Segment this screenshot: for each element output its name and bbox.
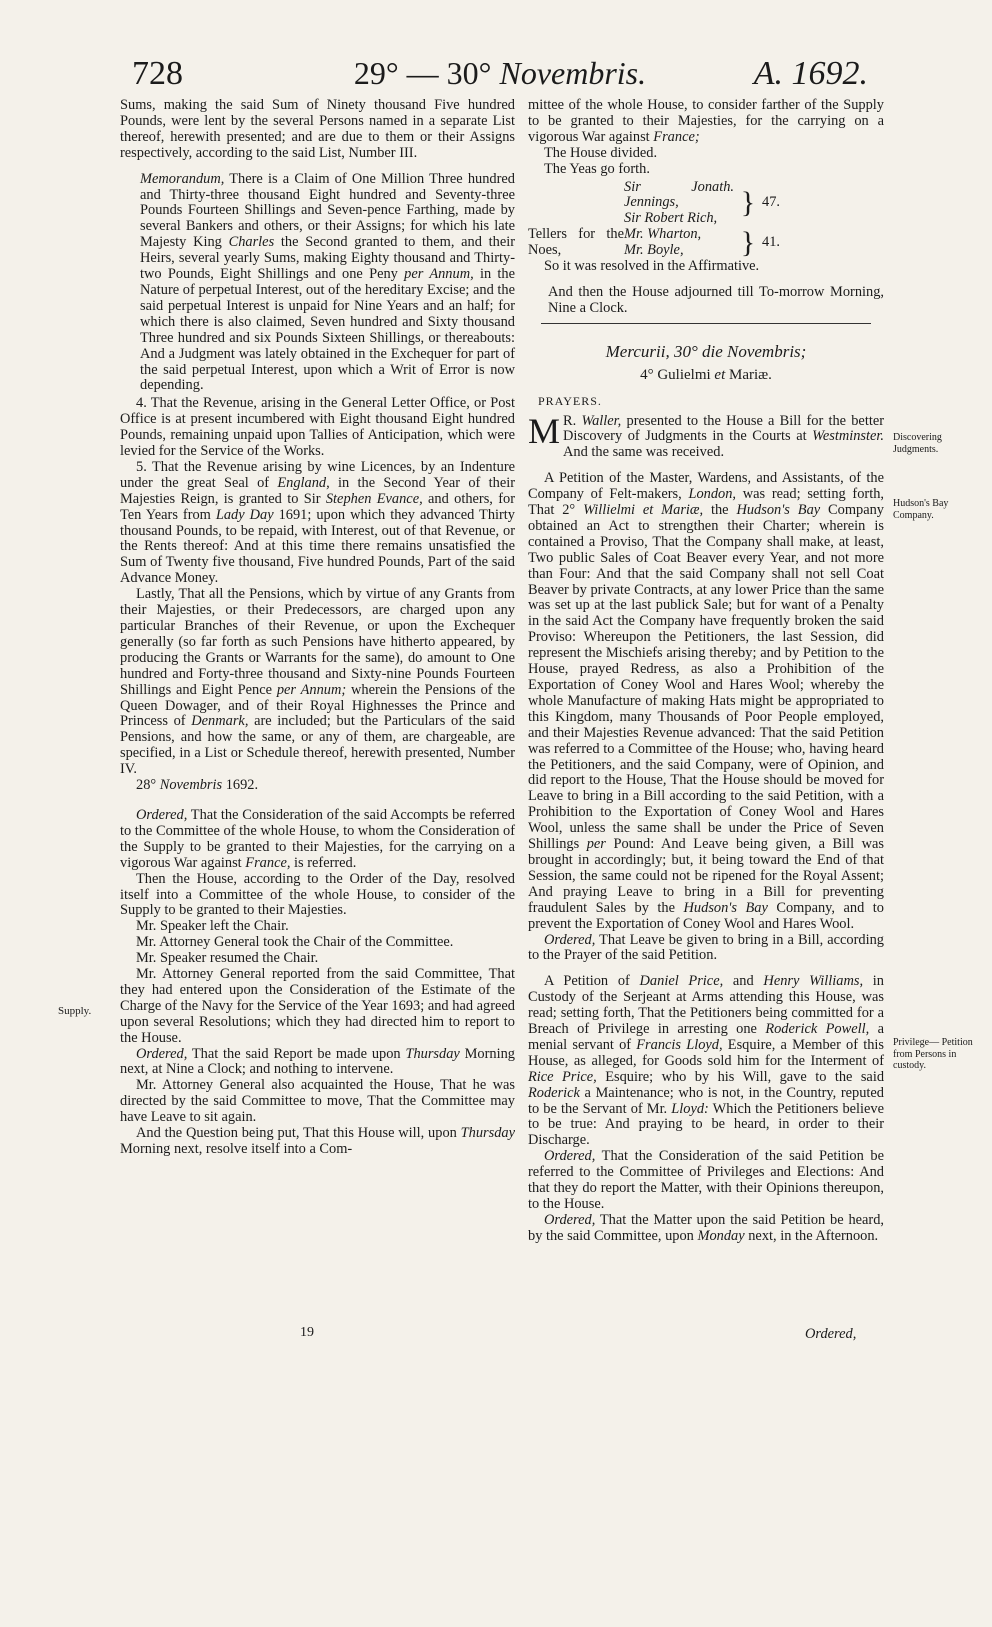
left-column [120, 98, 515, 1158]
order-accompts: Ordered, That the Consideration of the said Accompts be referred to the Committee of the whole House, to whom the Consideration of the Supply to be granted to their Majesties, for the carrying on a vigorous War against France, is referred. [120, 806, 515, 871]
paragraph-resumed: Mr. Speaker resumed the Chair. [136, 950, 319, 967]
right-column [528, 98, 884, 1245]
paragraph-committee: Then the House, according to the Order of the Day, resolved itself into a Committee of the whole House, to consider of the Supply to be granted to their Majesties. [120, 870, 515, 919]
paragraph-acquainted: Mr. Attorney General also acquainted the House, That he was directed by the said Committee to move, That the Committee may have Leave to sit again. [120, 1077, 515, 1126]
catchword: Ordered, [805, 1326, 857, 1342]
margin-note-hudsons-bay: Hudson's Bay Company. [893, 498, 949, 521]
paragraph-divided: The House divided. [544, 144, 658, 161]
tellers-noes [528, 227, 884, 259]
margin-note-supply: Supply. [58, 1005, 92, 1017]
brace: } [740, 226, 756, 260]
header-dates: 29° — 30° [353, 55, 492, 91]
tellers-yeas [528, 180, 884, 228]
teller-name: Mr. Wharton, [624, 226, 702, 243]
paragraph-sums: Sums, making the said Sum of Ninety thousand Five hundred Pounds, were lent by the several Persons named in a separate List thereof, herewith presented; and are due to them or their Assigns respectively, according to the said List, Number III. [120, 97, 515, 161]
section-rule [541, 323, 871, 324]
paragraph-post-office: 4. That the Revenue, arising in the General Letter Office, or Post Office is at present incumbered with Eight thousand Eight hundred Pounds, remaining unpaid upon Tallies of Anticipation, which were levied for the Service of the Works. [120, 395, 515, 460]
petition-felt-makers: A Petition of the Master, Wardens, and Assistants, of the Company of Felt-makers, London, was read; setting forth, That 2° Willielmi et Mariæ, the Hudson's Bay Company obtained an Act to strengthen their Charter; wherein is contained a Proviso, That the Company shall make, at least, Two public Sales of Coat Beaver every Year, and not more than Four: And that the said Company shall not sell Coat Beaver by private Contracts, at any lower Price than the same was set up at the last publick Sale; but for want of a Penalty in the said Act the Company have frequently broken the said Proviso: Whereupon the Petitioners, the last Session, did represent the Mischiefs arising thereby; and by Petition to the House, prayed Redress, as also a Prohibition of the Exportation of Coney Wool and Hares Wool; whereby the whole Manufacture of making Hats might be appropriated to this Kingdom, many Thousands of Poor People employed, and their Majesties Revenue advanced: That the said Petition was referred to a Committee of the House; who, having heard the Petitioners, and the said Company, were of Opinion, and did report to the House, That the House should be moved for Leave to bring in a Bill according to the said Petition, with a Prohibition to the Exportation of Coney Wool and Hares Wool, unless the same shall be under the Price of Seven Shillings per Pound: And Leave being given, a Bill was brought in accordingly; but, it being toward the End of that Session, the same could not be ripened for the Royal Assent; And praying Leave to bring in a Bill for preventing fraudulent Sales by the Hudson's Bay Company, and to prevent the Exportation of Coney Wool and Hares Wool. [528, 470, 884, 932]
paragraph-resolved: So it was resolved in the Affirmative. [544, 258, 760, 275]
teller-name: Sir Robert Rich, [624, 210, 718, 227]
paragraph-reported: Mr. Attorney General reported from the said Committee, That they had entered upon the Consideration of the Estimate of the Charge of the Navy for the Service of the Year 1693; and had agreed upon several Resolutions; which they had directed him to report to the House. [120, 966, 515, 1046]
brace: } [740, 186, 756, 220]
petition-price-williams: A Petition of Daniel Price, and Henry Williams, in Custody of the Serjeant at Arms attending this House, was read; setting forth, That the Petitioners being committed for a Breach of Privilege in arresting one Roderick Powell, a menial servant of Francis Lloyd, Esquire, a Member of this House, as alleged, for Goods sold him for the Interment of Rice Price, Esquire; who by his Will, gave to the said Roderick a Maintenance; who is not, in the Country, reputed to be the Servant of Mr. Lloyd: Which the Petitioners believe to be true: And praying to be heard, in order to their Discharge. [528, 973, 885, 1149]
teller-name: Mr. Boyle, [624, 242, 684, 259]
date-line: 28° Novembris 1692. [136, 777, 259, 794]
paragraph-attorney-chair: Mr. Attorney General took the Chair of the Committee. [136, 934, 454, 951]
yeas-count: 47. [762, 194, 780, 211]
order-leave-bill: Ordered, That Leave be given to bring in a Bill, according to the Prayer of the said Petition. [528, 931, 884, 964]
teller-name: Sir Jonath. Jennings, [624, 178, 734, 211]
paragraph-adjourned: And then the House adjourned till To-morrow Morning, Nine a Clock. [548, 283, 884, 316]
drop-capital: M [528, 410, 561, 451]
paragraph-waller: M R. Waller, presented to the House a Bill for the better Discovery of Judgments in the Courts at Westminster. And the same was received. [528, 410, 884, 461]
page-header [120, 55, 880, 99]
tellers-block [528, 180, 884, 260]
tellers-label: Tellers for the Noes, [528, 226, 624, 259]
paragraph-left-chair: Mr. Speaker left the Chair. [136, 918, 289, 935]
paragraph-yeas: The Yeas go forth. [544, 160, 650, 177]
day-subheading: 4° Gulielmi et Mariæ. [640, 366, 772, 383]
margin-note-discovering: Discovering Judgments. [893, 432, 942, 455]
order-privileges: Ordered, That the Consideration of the said Petition be referred to the Committee of Privileges and Elections: And that they do report the Matter, with their Opinions thereupon, to the House. [528, 1148, 884, 1212]
day-heading: Mercurii, 30° die Novembris; [605, 341, 807, 361]
order-hearing: Ordered, That the Matter upon the said Petition be heard, by the said Committee, upon Monday next, in the Afternoon. [528, 1211, 884, 1244]
paragraph-wine-licences: 5. That the Revenue arising by wine Licences, by an Indenture under the great Seal of England, in the Second Year of their Majesties Reign, is granted to Sir Stephen Evance, and others, for Ten Years from Lady Day 1691; upon which they advanced Thirty thousand Pounds, to be repaid, with Interest, out of that Revenue, or the Rents thereof: And at this time there remains unsatisfied the Sum of Twenty five thousand, Five hundred Pounds, Part of the said Advance Money. [120, 458, 516, 587]
paragraph-question: And the Question being put, That this House will, upon Thursday Morning next, resolve itself into a Com- [120, 1125, 515, 1157]
paragraph-continued: mittee of the whole House, to consider farther of the Supply to be granted to their Majesties, for the carrying on a vigorous War against France; [528, 97, 884, 145]
noes-count: 41. [762, 234, 780, 251]
header-month: Novembris. [499, 55, 647, 91]
memorandum: Memorandum, There is a Claim of One Million Three hundred and Thirty-three thousand Eight hundred and Seventy-three Pounds Fourteen Shillings and Seven-pence Farthing, made by several Bankers and others, or their Assigns; for which his late Majesty King Charles the Second granted to them, and their Heirs, several yearly Sums, making Eighty thousand and Thirty-two Pounds, Eight Shillings and one Peny per Annum, in the Nature of perpetual Interest, out of the hereditary Excise; and the said perpetual Interest is unpaid for Nine Years and an half; for which there is also claimed, Seven hundred and Sixty thousand Three hundred and six Pounds Sixteen Shillings, or thereabouts: And a Judgment was lately obtained in the Exchequer for part of the said perpetual Interest, upon which a Writ of Error is now depending. [140, 170, 516, 394]
signature-mark: 19 [300, 1325, 314, 1340]
page-number: 728 [132, 55, 183, 92]
header-year: A. 1692. [753, 55, 868, 92]
order-report: Ordered, That the said Report be made upon Thursday Morning next, at Nine a Clock; and nothing to intervene. [120, 1045, 515, 1078]
paragraph-pensions: Lastly, That all the Pensions, which by virtue of any Grants from their Majesties, or their Predecessors, are charged upon any particular Branches of their Revenue, or upon the Exchequer generally (so far forth as such Pensions have hitherto appeared, by producing the Grants or Warrants for the same), do amount to One hundred and Forty-three thousand and Sixty-nine Pounds Fourteen Shillings and Eight Pence per Annum; wherein the Pensions of the Queen Dowager, and of their Royal Highnesses the Prince and Princess of Denmark, are included; but the Particulars of the said Pensions, and how the same, or any of them, are chargeable, are specified, in a List or Schedule thereof, herewith presented, Number IV. [120, 586, 515, 778]
margin-note-privilege: Privilege— Petition from Persons in custody. [893, 1037, 973, 1071]
prayers-heading: PRAYERS. [538, 393, 602, 408]
